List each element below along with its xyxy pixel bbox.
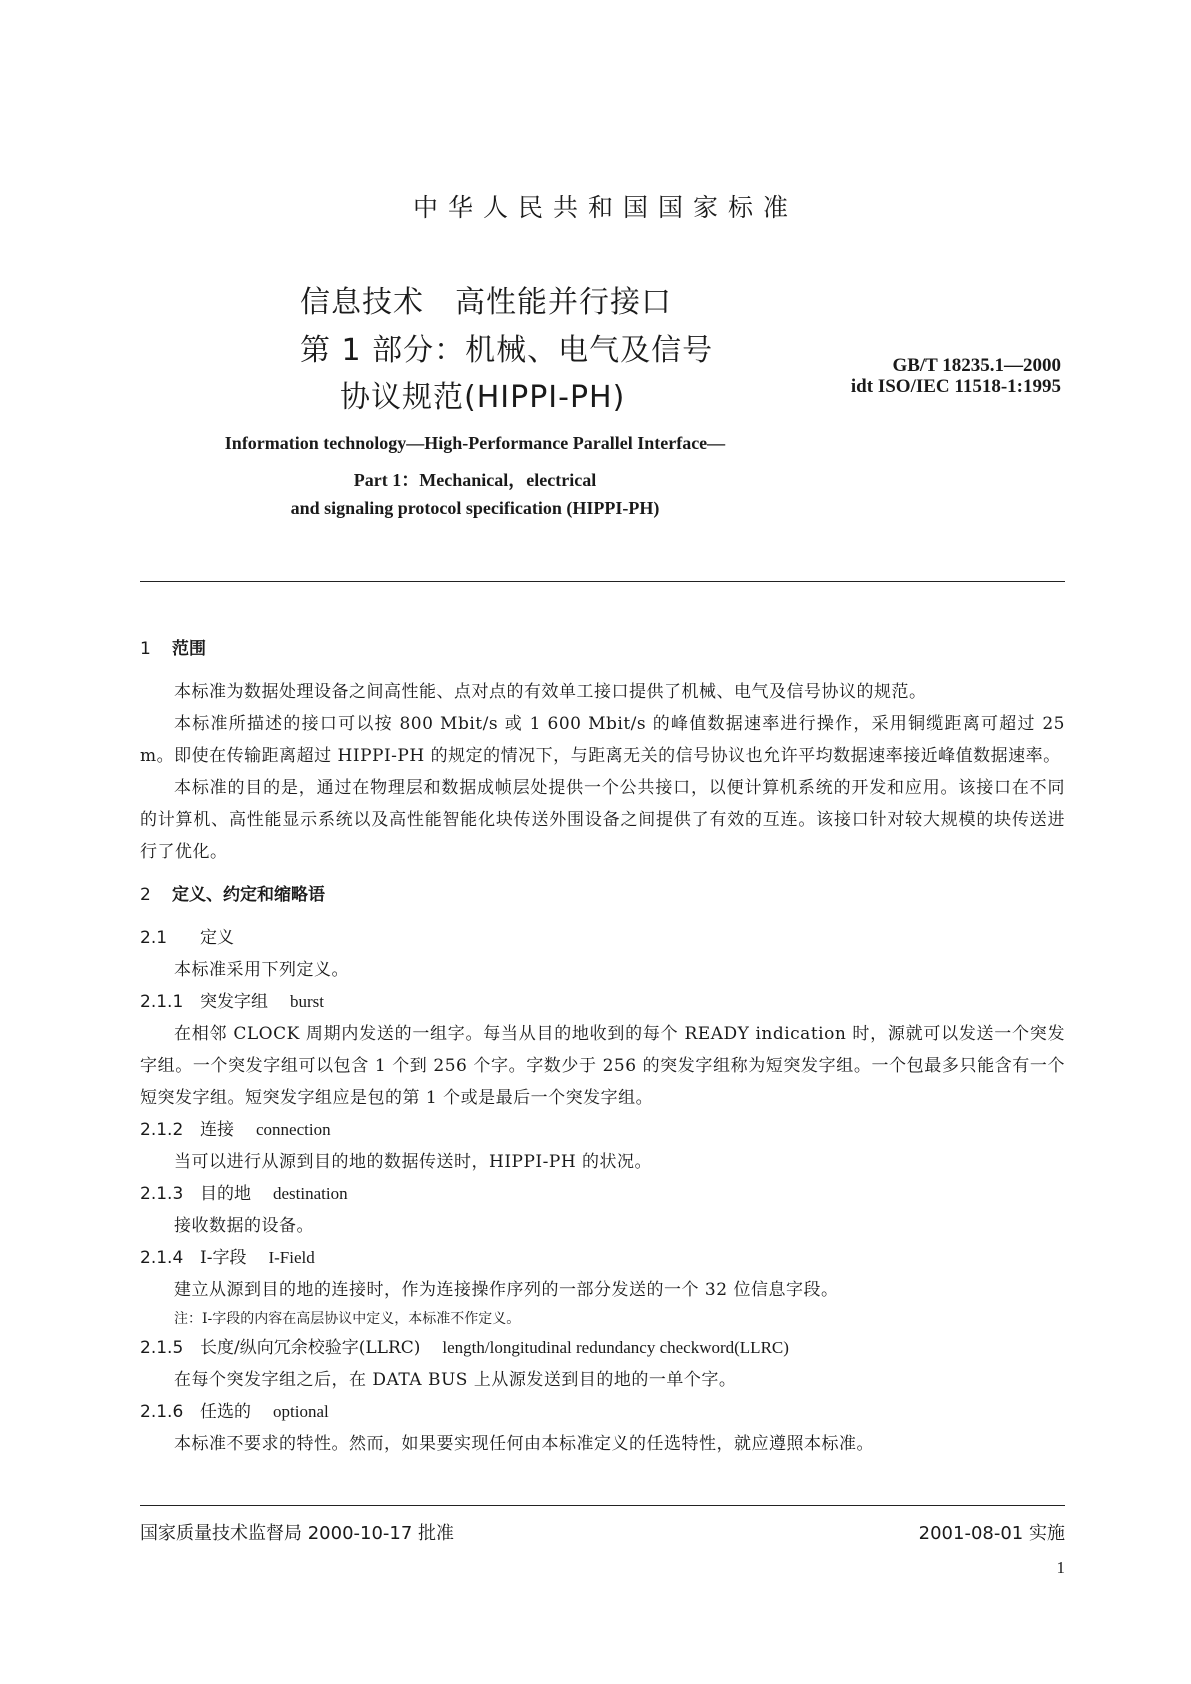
term-number: 2.1.2: [140, 1120, 184, 1140]
term-number: 2.1.5: [140, 1338, 184, 1358]
title-cn-line-1: 信息技术 高性能并行接口: [300, 285, 672, 320]
subsection-number: 2.1: [140, 928, 168, 948]
term-en: I-Field: [268, 1248, 315, 1267]
title-cn-line-3: 协议规范(HIPPI-PH): [340, 380, 626, 415]
term-definition: 当可以进行从源到目的地的数据传送时，HIPPI-PH 的状况。: [174, 1152, 653, 1172]
term-definition: 建立从源到目的地的连接时，作为连接操作序列的一部分发送的一个 32 位信息字段。: [174, 1280, 839, 1300]
term-cn: I-字段: [200, 1248, 247, 1268]
subsection-2-1-heading: [140, 922, 1065, 954]
section-number: 1: [140, 639, 151, 659]
term-heading: [140, 1178, 1065, 1210]
term-cn: 目的地: [200, 1184, 251, 1204]
term-en: connection: [256, 1120, 331, 1139]
term-cn: 连接: [200, 1120, 234, 1140]
term-number: 2.1.1: [140, 992, 184, 1012]
section-2-heading: [140, 878, 1065, 912]
national-standard-header: 中华人民共和国国家标准: [412, 193, 798, 222]
title-en-line-3: and signaling protocol specification (HIPPI-PH): [290, 498, 660, 518]
scope-paragraph-1: 本标准为数据处理设备之间高性能、点对点的有效单工接口提供了机械、电气及信号协议的规范。: [174, 682, 927, 702]
page-number: 1: [1056, 1558, 1065, 1577]
section-title: 范围: [172, 639, 206, 659]
title-cn-line-2: 第 1 部分：机械、电气及信号: [300, 333, 714, 368]
term-heading: [140, 1396, 1065, 1428]
scope-paragraph-2: 本标准所描述的接口可以按 800 Mbit/s 或 1 600 Mbit/s 的峰值数据速率进行操作，采用铜缆距离可超过 25 m。即使在传输距离超过 HIPPI-PH 的规定的情况下，与距离无关的信号协议也允许平均数据速率接近峰值数据速率。: [140, 714, 1065, 766]
title-en-line-2: Part 1：Mechanical，electrical: [353, 470, 597, 490]
term-heading: [140, 986, 1065, 1018]
term-number: 2.1.3: [140, 1184, 184, 1204]
term-cn: 突发字组: [200, 992, 268, 1012]
idt-standard-number: idt ISO/IEC 11518-1:1995: [850, 376, 1061, 397]
approval-info: 国家质量技术监督局 2000-10-17 批准: [140, 1523, 455, 1544]
term-en: destination: [273, 1184, 348, 1203]
term-definition: 在每个突发字组之后，在 DATA BUS 上从源发送到目的地的一单个字。: [174, 1370, 737, 1390]
top-divider: [140, 581, 1065, 582]
body-content: [140, 632, 1065, 1460]
term-number: 2.1.6: [140, 1402, 184, 1422]
term-cn: 任选的: [200, 1402, 251, 1422]
term-heading: [140, 1114, 1065, 1146]
implementation-date: 2001-08-01 实施: [918, 1523, 1065, 1544]
section-title: 定义、约定和缩略语: [172, 885, 325, 905]
bottom-divider: [140, 1505, 1065, 1506]
title-en-line-1: Information technology—High-Performance Parallel Interface—: [224, 433, 726, 453]
term-en: length/longitudinal redundancy checkword(LLRC): [442, 1338, 789, 1357]
term-definition: 本标准不要求的特性。然而，如果要实现任何由本标准定义的任选特性，就应遵照本标准。: [174, 1434, 874, 1454]
term-note: 注：I-字段的内容在高层协议中定义，本标准不作定义。: [174, 1311, 521, 1327]
section-1-heading: [140, 632, 1065, 666]
subsection-title: 定义: [200, 928, 234, 948]
term-cn: 长度/纵向冗余校验字(LLRC): [200, 1338, 421, 1358]
term-definition: 接收数据的设备。: [174, 1216, 314, 1236]
standard-number-block: [851, 355, 1061, 397]
term-heading: [140, 1242, 1065, 1274]
term-definition: 在相邻 CLOCK 周期内发送的一组字。每当从目的地收到的每个 READY indication 时，源就可以发送一个突发字组。一个突发字组可以包含 1 个到 256 个字。字数少于 256 的突发字组称为短突发字组。一个包最多只能含有一个短突发字组。短突发字组应是包的第 1 个或是最后一个突发字组。: [140, 1024, 1065, 1108]
term-en: burst: [290, 992, 324, 1011]
gb-standard-number: GB/T 18235.1—2000: [892, 355, 1061, 376]
subsection-2-1-text: 本标准采用下列定义。: [174, 960, 349, 980]
term-heading: [140, 1332, 1065, 1364]
scope-paragraph-3: 本标准的目的是，通过在物理层和数据成帧层处提供一个公共接口，以便计算机系统的开发和应用。该接口在不同的计算机、高性能显示系统以及高性能智能化块传送外围设备之间提供了有效的互连。该接口针对较大规模的块传送进行了优化。: [140, 778, 1065, 862]
term-en: optional: [273, 1402, 329, 1421]
term-number: 2.1.4: [140, 1248, 184, 1268]
section-number: 2: [140, 885, 151, 905]
